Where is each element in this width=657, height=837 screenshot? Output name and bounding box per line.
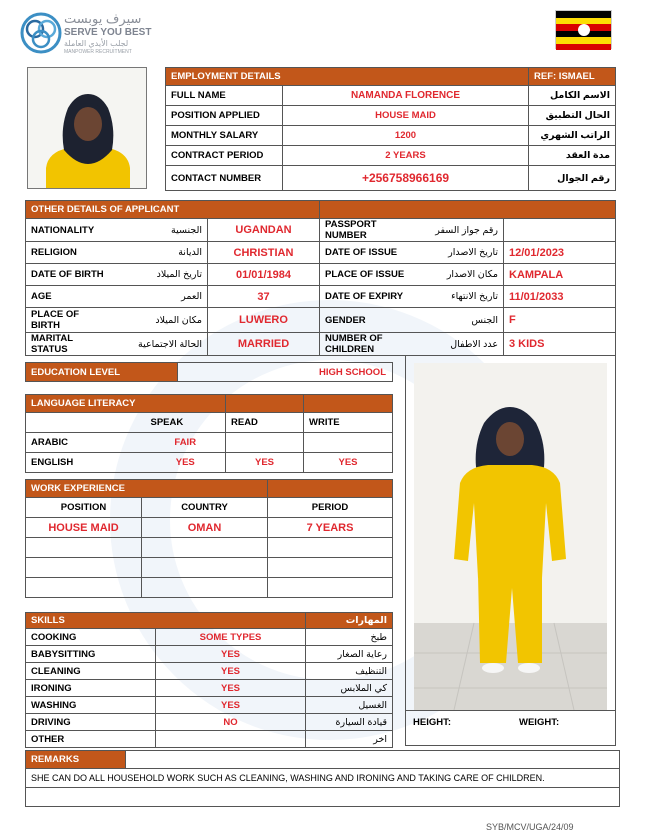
work-header-blank xyxy=(268,480,393,498)
skill-driving-value: NO xyxy=(156,714,306,731)
contact-number-value: +256758966169 xyxy=(283,166,529,191)
employment-details-table xyxy=(165,67,616,191)
col-speak: SPEAK xyxy=(146,413,226,433)
contact-number-label: CONTACT NUMBER xyxy=(166,166,283,191)
contract-period-value: 2 YEARS xyxy=(283,146,529,166)
logo-arabic-subtitle: لجلب الأيدي العاملة xyxy=(64,39,129,48)
language-header: LANGUAGE LITERACY xyxy=(26,395,226,413)
skill-other-arabic: اخر xyxy=(306,731,393,748)
date-of-issue-value: 12/01/2023 xyxy=(504,242,616,264)
date-of-expiry-arabic: تاريخ الانتهاء xyxy=(424,286,504,308)
contract-period-label: CONTRACT PERIOD xyxy=(166,146,283,166)
full-body-photo-box xyxy=(405,355,616,746)
skill-other-value xyxy=(156,731,306,748)
number-of-children-arabic: عدد الاطفال xyxy=(424,333,504,356)
ref-label: REF: ISMAEL xyxy=(529,68,616,86)
marital-status-arabic: الحالة الاجتماعية xyxy=(114,333,208,356)
language-corner-cell xyxy=(26,413,146,433)
passport-number-value xyxy=(504,219,616,242)
skill-washing-value: YES xyxy=(156,697,306,714)
english-language-label: ENGLISH xyxy=(26,453,146,473)
work-experience-table xyxy=(25,479,393,598)
marital-status-value: MARRIED xyxy=(208,333,320,356)
gender-value: F xyxy=(504,308,616,333)
date-of-expiry-value: 11/01/2033 xyxy=(504,286,616,308)
position-applied-arabic: الحال التطبيق xyxy=(529,106,616,126)
skill-other-label: OTHER xyxy=(26,731,156,748)
arabic-language-label: ARABIC xyxy=(26,433,146,453)
monthly-salary-value: 1200 xyxy=(283,126,529,146)
empty-cell xyxy=(142,578,268,598)
skill-washing-label: WASHING xyxy=(26,697,156,714)
date-of-birth-value: 01/01/1984 xyxy=(208,264,320,286)
skill-driving-label: DRIVING xyxy=(26,714,156,731)
skill-washing-arabic: الغسيل xyxy=(306,697,393,714)
place-of-birth-value: LUWERO xyxy=(208,308,320,333)
nationality-label: NATIONALITY xyxy=(26,219,114,242)
place-of-birth-arabic: مكان الميلاد xyxy=(114,308,208,333)
skill-driving-arabic: قيادة السيارة xyxy=(306,714,393,731)
arabic-speak-value: FAIR xyxy=(146,433,226,453)
empty-cell xyxy=(268,538,393,558)
number-of-children-value: 3 KIDS xyxy=(504,333,616,356)
religion-label: RELIGION xyxy=(26,242,114,264)
full-body-photo xyxy=(414,363,607,710)
empty-cell xyxy=(26,558,142,578)
portrait-person-icon xyxy=(28,68,147,189)
logo-arabic-name: سيرف يوبست xyxy=(64,11,142,26)
skill-babysitting-label: BABYSITTING xyxy=(26,646,156,663)
date-of-expiry-label: DATE OF EXPIRY xyxy=(320,286,424,308)
skill-cleaning-label: CLEANING xyxy=(26,663,156,680)
education-header: EDUCATION LEVEL xyxy=(26,363,178,382)
full-body-person-icon xyxy=(414,363,607,710)
uganda-flag xyxy=(555,10,612,49)
remarks-text: SHE CAN DO ALL HOUSEHOLD WORK SUCH AS CLEANING, WASHING AND IRONING AND TAKING CARE OF CHILDREN. xyxy=(26,769,620,788)
empty-cell xyxy=(26,578,142,598)
col-write: WRITE xyxy=(304,413,393,433)
nationality-arabic: الجنسية xyxy=(114,219,208,242)
empty-cell xyxy=(268,578,393,598)
english-read-value: YES xyxy=(226,453,304,473)
empty-cell xyxy=(142,558,268,578)
skill-cooking-label: COOKING xyxy=(26,629,156,646)
portrait-photo xyxy=(27,67,147,189)
language-table xyxy=(25,394,393,473)
date-of-issue-arabic: تاريخ الاصدار xyxy=(424,242,504,264)
col-period: PERIOD xyxy=(268,498,393,518)
age-value: 37 xyxy=(208,286,320,308)
col-position: POSITION xyxy=(26,498,142,518)
skill-ironing-arabic: كي الملابس xyxy=(306,680,393,697)
col-read: READ xyxy=(226,413,304,433)
full-name-label: FULL NAME xyxy=(166,86,283,106)
monthly-salary-arabic: الراتب الشهري xyxy=(529,126,616,146)
measurements-row xyxy=(406,710,615,745)
date-of-birth-arabic: تاريخ الميلاد xyxy=(114,264,208,286)
skills-header-arabic: المهارات xyxy=(306,613,393,629)
empty-cell xyxy=(268,558,393,578)
place-of-birth-label: PLACE OF BIRTH xyxy=(26,308,114,333)
skill-ironing-value: YES xyxy=(156,680,306,697)
skill-babysitting-arabic: رعاية الصغار xyxy=(306,646,393,663)
english-write-value: YES xyxy=(304,453,393,473)
skill-cooking-arabic: طبخ xyxy=(306,629,393,646)
skills-header: SKILLS xyxy=(26,613,306,629)
place-of-issue-arabic: مكان الاصدار xyxy=(424,264,504,286)
other-details-table xyxy=(25,200,616,356)
empty-cell xyxy=(142,538,268,558)
skill-cleaning-arabic: التنظيف xyxy=(306,663,393,680)
height-label: HEIGHT: xyxy=(413,717,451,728)
gender-label: GENDER xyxy=(320,308,424,333)
other-details-header: OTHER DETAILS OF APPLICANT xyxy=(26,201,320,219)
number-of-children-label: NUMBER OF CHILDREN xyxy=(320,333,424,356)
contract-period-arabic: مدة العقد xyxy=(529,146,616,166)
language-header-blank xyxy=(226,395,304,413)
col-country: COUNTRY xyxy=(142,498,268,518)
remarks-table xyxy=(25,750,620,807)
gender-arabic: الجنس xyxy=(424,308,504,333)
marital-status-label: MARITAL STATUS xyxy=(26,333,114,356)
work-position-value: HOUSE MAID xyxy=(26,518,142,538)
education-table xyxy=(25,362,393,382)
full-name-arabic: الاسم الكامل xyxy=(529,86,616,106)
passport-number-arabic: رقم جواز السفر xyxy=(424,219,504,242)
age-label: AGE xyxy=(26,286,114,308)
education-value: HIGH SCHOOL xyxy=(178,363,393,382)
english-speak-value: YES xyxy=(146,453,226,473)
company-logo xyxy=(20,12,170,57)
work-period-value: 7 YEARS xyxy=(268,518,393,538)
remarks-header: REMARKS xyxy=(26,751,126,769)
place-of-issue-value: KAMPALA xyxy=(504,264,616,286)
work-country-value: OMAN xyxy=(142,518,268,538)
monthly-salary-label: MONTHLY SALARY xyxy=(166,126,283,146)
remarks-header-blank xyxy=(126,751,620,769)
empty-cell xyxy=(26,538,142,558)
flag-stripe xyxy=(556,44,611,51)
remarks-empty-line xyxy=(26,788,620,807)
work-experience-header: WORK EXPERIENCE xyxy=(26,480,268,498)
skills-table xyxy=(25,612,393,748)
position-applied-label: POSITION APPLIED xyxy=(166,106,283,126)
logo-english-name: SERVE YOU BEST xyxy=(64,27,152,38)
logo-emblem-icon xyxy=(20,12,62,54)
age-arabic: العمر xyxy=(114,286,208,308)
religion-arabic: الديانة xyxy=(114,242,208,264)
logo-english-subtitle: MANPOWER RECRUITMENT xyxy=(64,49,132,55)
skill-ironing-label: IRONING xyxy=(26,680,156,697)
employment-header: EMPLOYMENT DETAILS xyxy=(166,68,529,86)
place-of-issue-label: PLACE OF ISSUE xyxy=(320,264,424,286)
skill-cleaning-value: YES xyxy=(156,663,306,680)
other-details-header-right xyxy=(320,201,616,219)
date-of-issue-label: DATE OF ISSUE xyxy=(320,242,424,264)
skill-cooking-value: SOME TYPES xyxy=(156,629,306,646)
weight-label: WEIGHT: xyxy=(519,717,560,728)
flag-emblem xyxy=(578,24,590,36)
skill-babysitting-value: YES xyxy=(156,646,306,663)
contact-number-arabic: رقم الجوال xyxy=(529,166,616,191)
passport-number-label: PASSPORT NUMBER xyxy=(320,219,424,242)
arabic-write-value xyxy=(304,433,393,453)
nationality-value: UGANDAN xyxy=(208,219,320,242)
full-name-value: NAMANDA FLORENCE xyxy=(283,86,529,106)
position-applied-value: HOUSE MAID xyxy=(283,106,529,126)
religion-value: CHRISTIAN xyxy=(208,242,320,264)
arabic-read-value xyxy=(226,433,304,453)
footer-reference-code: SYB/MCV/UGA/24/09 xyxy=(486,822,574,832)
date-of-birth-label: DATE OF BIRTH xyxy=(26,264,114,286)
language-header-blank xyxy=(304,395,393,413)
